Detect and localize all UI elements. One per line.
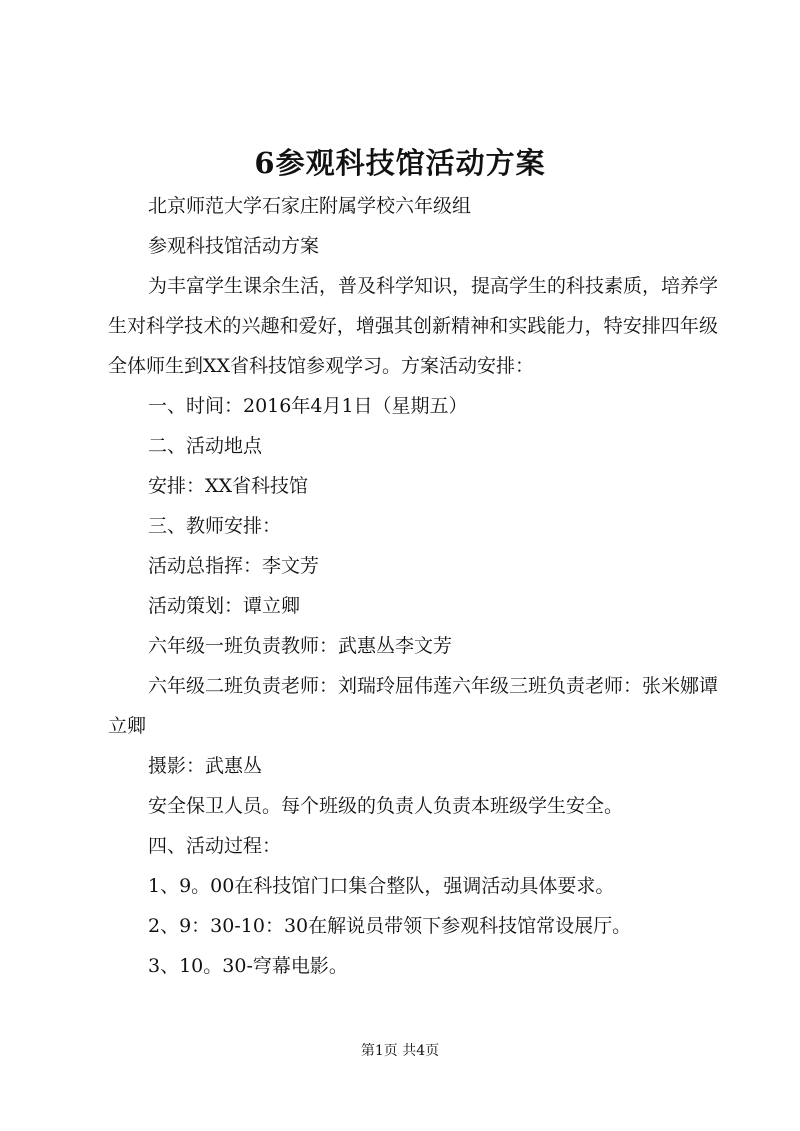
- intro-paragraph: 为丰富学生课余生活，普及科学知识，提高学生的科技素质，培养学生对科学技术的兴趣和爱好，增强其创新精神和实践能力，特安排四年级全体师生到XX省科技馆参观学习。方案活动安排：: [108, 275, 719, 377]
- document-title: 6参观科技馆活动方案: [254, 146, 546, 180]
- teacher-heading: 三、教师安排：: [148, 515, 282, 537]
- location-line: 安排：XX省科技馆: [148, 475, 309, 497]
- class-one-line: 六年级一班负责教师：武惠丛李文芳: [148, 635, 453, 657]
- plan-subtitle: 参观科技馆活动方案: [148, 235, 320, 257]
- process-step-3: 3、10。30-穹幕电影。: [148, 955, 348, 977]
- safety-line: 安全保卫人员。每个班级的负责人负责本班级学生安全。: [148, 795, 624, 817]
- director-line: 活动总指挥：李文芳: [148, 555, 320, 577]
- process-heading: 四、活动过程：: [148, 835, 282, 857]
- photography-line: 摄影：武惠丛: [148, 755, 263, 777]
- time-line: 一、时间：2016年4月1日（星期五）: [148, 395, 468, 417]
- school-line: 北京师范大学石家庄附属学校六年级组: [148, 195, 472, 217]
- document-body: [108, 186, 718, 986]
- planner-line: 活动策划：谭立卿: [148, 595, 301, 617]
- process-step-1: 1、9。00在科技馆门口集合整队，强调活动具体要求。: [148, 875, 615, 897]
- process-step-2: 2、9：30-10：30在解说员带领下参观科技馆常设展厅。: [148, 915, 632, 937]
- location-heading: 二、活动地点: [148, 435, 263, 457]
- class-two-three-line: 六年级二班负责老师：刘瑞玲屈伟莲六年级三班负责老师：张米娜谭立卿: [108, 675, 719, 737]
- page-footer: 第1页 共4页: [360, 1043, 440, 1059]
